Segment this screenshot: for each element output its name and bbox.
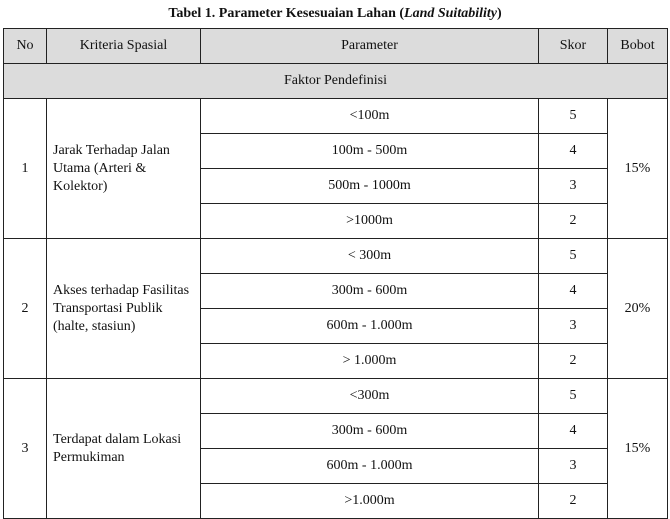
table-row xyxy=(4,99,668,134)
parameter-cell: >1.000m xyxy=(201,484,539,519)
score-cell: 2 xyxy=(539,484,608,519)
table-row xyxy=(4,239,668,274)
table-row xyxy=(4,379,668,414)
section-row xyxy=(4,64,668,99)
score-cell: 4 xyxy=(539,274,608,309)
group-no: 1 xyxy=(4,99,47,239)
land-suitability-table xyxy=(3,28,668,519)
group-weight: 20% xyxy=(608,239,668,379)
score-cell: 3 xyxy=(539,169,608,204)
group-weight: 15% xyxy=(608,99,668,239)
header-row xyxy=(4,29,668,64)
header-score: Skor xyxy=(539,29,608,64)
parameter-cell: 300m - 600m xyxy=(201,274,539,309)
parameter-cell: 300m - 600m xyxy=(201,414,539,449)
score-cell: 3 xyxy=(539,449,608,484)
header-criteria: Kriteria Spasial xyxy=(47,29,201,64)
parameter-cell: 600m - 1.000m xyxy=(201,309,539,344)
score-cell: 4 xyxy=(539,134,608,169)
score-cell: 2 xyxy=(539,204,608,239)
header-weight: Bobot xyxy=(608,29,668,64)
caption-italic: Land Suitability xyxy=(404,6,497,21)
score-cell: 2 xyxy=(539,344,608,379)
header-no: No xyxy=(4,29,47,64)
parameter-cell: 100m - 500m xyxy=(201,134,539,169)
parameter-cell: < 300m xyxy=(201,239,539,274)
parameter-cell: > 1.000m xyxy=(201,344,539,379)
score-cell: 5 xyxy=(539,99,608,134)
header-parameter: Parameter xyxy=(201,29,539,64)
group-criteria: Terdapat dalam Lokasi Permukiman xyxy=(47,379,201,519)
group-no: 3 xyxy=(4,379,47,519)
score-cell: 5 xyxy=(539,379,608,414)
score-cell: 5 xyxy=(539,239,608,274)
parameter-cell: 500m - 1000m xyxy=(201,169,539,204)
group-criteria: Jarak Terhadap Jalan Utama (Arteri & Kolektor) xyxy=(47,99,201,239)
caption-close: ) xyxy=(496,6,502,21)
group-no: 2 xyxy=(4,239,47,379)
score-cell: 4 xyxy=(539,414,608,449)
group-weight: 15% xyxy=(608,379,668,519)
parameter-cell: 600m - 1.000m xyxy=(201,449,539,484)
caption-text: Tabel 1. Parameter Kesesuaian Lahan ( xyxy=(168,6,405,21)
section-label: Faktor Pendefinisi xyxy=(4,64,668,99)
score-cell: 3 xyxy=(539,309,608,344)
parameter-cell: <100m xyxy=(201,99,539,134)
group-criteria: Akses terhadap Fasilitas Transportasi Publik (halte, stasiun) xyxy=(47,239,201,379)
parameter-cell: <300m xyxy=(201,379,539,414)
parameter-cell: >1000m xyxy=(201,204,539,239)
table-caption xyxy=(0,6,670,22)
